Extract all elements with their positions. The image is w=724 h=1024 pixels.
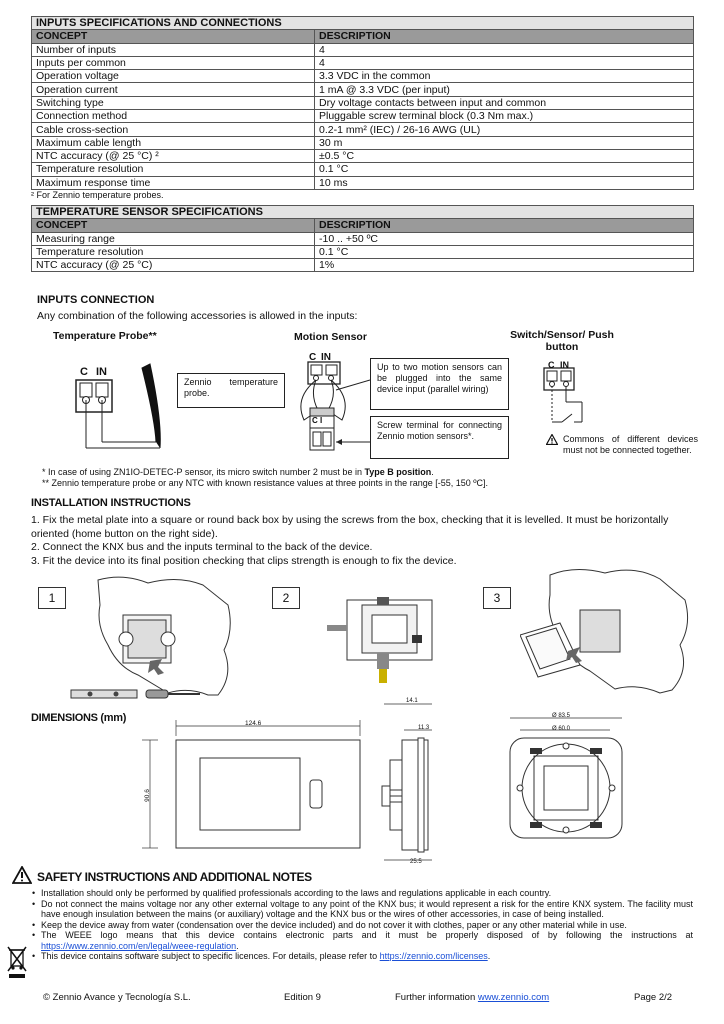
table-row [32,245,694,258]
motion-sensor-diagram [290,350,380,460]
terminal-label-c: C [80,366,88,378]
commons-note: Commons of different devices must not be connected together. [563,434,698,455]
motion-sensor-label: Motion Sensor [294,331,367,343]
weee-link[interactable]: https://www.zennio.com/en/legal/weee-regulation [41,940,237,951]
concept-cell: NTC accuracy (@ 25 °C) ² [32,149,315,162]
installation-step: 2. Connect the KNX bus and the inputs terminal to the back of the device. [31,541,373,553]
inputs-spec-table [31,16,694,190]
table-row [32,43,694,56]
description-cell: 4 [315,56,694,69]
table-row [32,56,694,69]
safety-item-weee [41,930,693,951]
warning-icon [12,866,32,884]
screwdriver-icon [145,688,205,700]
description-cell: 1% [315,259,694,272]
concept-cell: Operation voltage [32,70,315,83]
concept-cell: Maximum response time [32,176,315,189]
step3-illustration [520,565,695,700]
column-header-description: DESCRIPTION [315,30,694,43]
installation-step: 3. Fit the device into its final position checking that clips strength is enough to fix the device. [31,554,457,567]
table-row [32,83,694,96]
inputs-connection-intro: Any combination of the following accessories is allowed in the inputs: [37,310,358,322]
concept-cell: NTC accuracy (@ 25 °C) [32,259,315,272]
concept-cell: Inputs per common [32,56,315,69]
description-cell: Pluggable screw terminal block (0.3 Nm max.) [315,110,694,123]
description-cell: -10 .. +50 ºC [315,232,694,245]
probe-description-box: Zennio temperature probe. [177,373,285,408]
description-cell: 0.1 °C [315,163,694,176]
safety-heading: SAFETY INSTRUCTIONS AND ADDITIONAL NOTES [37,870,312,884]
table-row [32,110,694,123]
switch-diagram [540,360,600,430]
column-header-description: DESCRIPTION [315,219,694,232]
terminal-label-in: IN [321,352,331,363]
table-title: INPUTS SPECIFICATIONS AND CONNECTIONS [32,17,694,30]
table-row [32,232,694,245]
terminal-label-c: C [548,360,555,370]
footer-page: Page 2/2 [634,992,673,1003]
concept-cell: Operation current [32,83,315,96]
dim-width: 124.6 [245,720,262,727]
dim-outer-diameter: Ø 83.5 [552,713,571,719]
table-row [32,123,694,136]
concept-cell: Maximum cable length [32,136,315,149]
concept-cell: Connection method [32,110,315,123]
inputs-connection-heading: INPUTS CONNECTION [37,294,155,306]
safety-list [31,888,693,962]
dim-depth-back: 25.5 [410,859,422,865]
dim-inner-diameter: Ø 60.0 [552,726,571,732]
step1-illustration [68,575,238,705]
concept-cell: Number of inputs [32,43,315,56]
front-view-drawing [140,718,365,853]
concept-cell: Measuring range [32,232,315,245]
licences-text: This device contains software subject to specific licences. For details, please refer to [41,951,380,961]
table-row [32,136,694,149]
table-footnote: ² For Zennio temperature probes. [31,190,164,200]
safety-item: • Installation should only be performed by qualified professionals according to the laws and regulations applicable in each country. [41,888,693,899]
licences-end: . [487,951,491,961]
description-cell: 30 m [315,136,694,149]
dim-depth-front: 11.3 [418,725,430,731]
table-row [32,70,694,83]
description-cell: 0.1 °C [315,245,694,258]
installation-steps [31,514,694,568]
installation-step: 1. Fix the metal plate into a square or round back box by using the screws from the box, checking that it is levelled. It must be horizontally oriented (home button on the right side). [31,514,669,540]
table-row [32,259,694,272]
temp-probe-label: Temperature Probe** [53,330,157,342]
step-number: 3 [483,587,511,609]
note-suffix: . [431,467,434,477]
concept-cell: Switching type [32,96,315,109]
weee-end: . [236,940,239,951]
concept-cell: Temperature resolution [32,163,315,176]
description-cell: 4 [315,43,694,56]
note-bold: Type B position [364,467,432,477]
footer-website-link[interactable]: www.zennio.com [477,992,550,1003]
footer-info-text: Further information [395,992,478,1003]
column-header-concept: CONCEPT [32,30,315,43]
switch-label-line1: Switch/Sensor/ Push [510,329,614,341]
level-tool-icon [70,688,140,700]
motion-parallel-box: Up to two motion sensors can be plugged into the same device input (parallel wiring) [370,358,509,410]
description-cell: 3.3 VDC in the common [315,70,694,83]
terminal-label-in: IN [560,360,569,370]
step-number: 2 [272,587,300,609]
table-row [32,163,694,176]
table-row [32,96,694,109]
concept-cell: Cable cross-section [32,123,315,136]
table-title: TEMPERATURE SENSOR SPECIFICATIONS [32,206,694,219]
terminal-label-ci: C I [312,416,323,425]
switch-sensor-label [500,329,624,353]
safety-item-licences [41,951,693,962]
switch-label-line2: button [545,341,579,353]
probe-note: ** Zennio temperature probe or any NTC with known resistance values at three points in the range [-55, 150 ºC]. [42,478,489,488]
description-cell: 10 ms [315,176,694,189]
footer-edition: Edition 9 [284,992,321,1003]
dimensions-heading: DIMENSIONS (mm) [31,712,127,724]
column-header-concept: CONCEPT [32,219,315,232]
description-cell: 1 mA @ 3.3 VDC (per input) [315,83,694,96]
table-row [32,176,694,189]
weee-bin-icon [6,944,28,980]
description-cell: 0.2-1 mm² (IEC) / 26-16 AWG (UL) [315,123,694,136]
note-text: * In case of using ZN1IO-DETEC-P sensor, its micro switch number 2 must be in [42,467,365,477]
terminal-label-c: C [309,352,317,363]
motion-terminal-box: Screw terminal for connecting Zennio motion sensors*. [370,416,509,459]
installation-heading: INSTALLATION INSTRUCTIONS [31,497,191,509]
step2-illustration [322,595,437,695]
step-number: 1 [38,587,66,609]
sensor-spec-table [31,205,694,272]
dim-depth: 14.1 [406,698,418,704]
description-cell: ±0.5 °C [315,149,694,162]
safety-item: • Keep the device away from water (condensation over the device included) and do not cover it with clothes, paper or any other material while in use. [41,920,693,931]
dim-height: 90.6 [143,789,151,802]
footer-info [395,992,549,1003]
safety-item: • Do not connect the mains voltage nor any other external voltage to any point of the KNX bus; it would represent a risk for the entire KNX system. The facility must have enough insulation between the mains (or auxiliary) voltage and the KNX bus or the wires of other accessories, in case of being installed. [41,899,693,920]
description-cell: Dry voltage contacts between input and common [315,96,694,109]
warning-icon [546,434,558,445]
motion-sensor-note [42,467,434,478]
weee-text: The WEEE logo means that this device contains electronic parts and it must be properly disposed of by following the instructions at [41,930,693,940]
table-row [32,149,694,162]
terminal-label-in: IN [96,366,107,378]
footer-company: © Zennio Avance y Tecnología S.L. [43,992,191,1003]
licences-link[interactable]: https://zennio.com/licenses [379,951,488,961]
concept-cell: Temperature resolution [32,245,315,258]
